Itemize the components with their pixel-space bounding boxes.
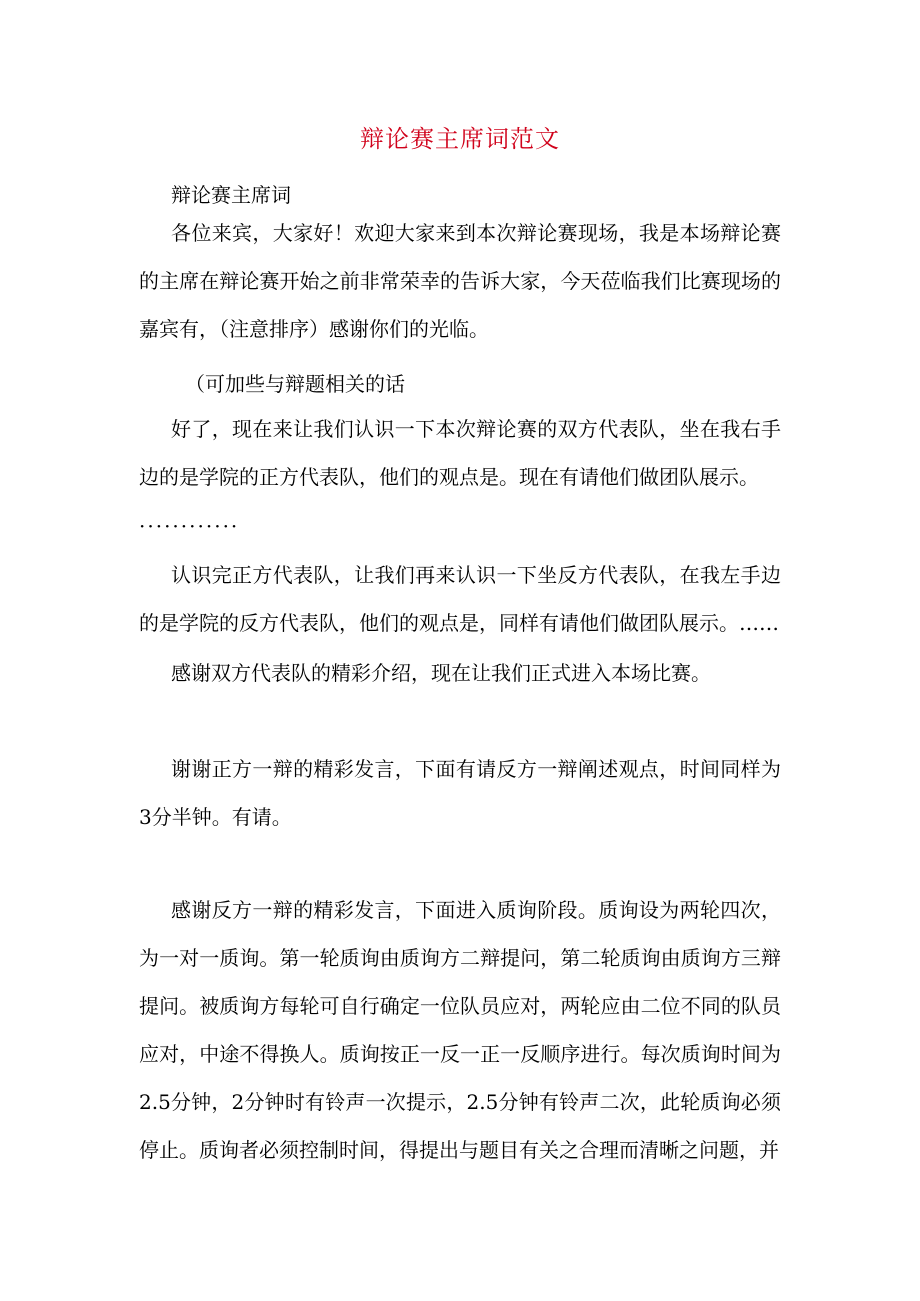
- paragraph-welcome: 各位来宾，大家好！欢迎大家来到本次辩论赛现场，我是本场辩论赛的主席在辩论赛开始之前非常荣幸的告诉大家，今天莅临我们比赛现场的嘉宾有，（注意排序）感谢你们的光临。: [139, 221, 781, 341]
- paragraph-start-match: 感谢双方代表队的精彩介绍，现在让我们正式进入本场比赛。: [171, 661, 711, 685]
- paragraph-note: （可加些与辩题相关的话: [185, 372, 405, 396]
- paragraph-questioning: 感谢反方一辩的精彩发言，下面进入质询阶段。质询设为两轮四次，为一对一质询。第一轮质询由质询方二辩提问，第二轮质询由质询方三辩提问。被质询方每轮可自行确定一位队员应对，两轮应由二位不同的队员应对，中途不得换人。质询按正一反一正一反顺序进行。每次质询时间为2.5分钟，2分钟时有铃声一次提示，2.5分钟有铃声二次，此轮质询必须停止。质询者必须控制时间，得提出与题目有关之合理而清晰之问题，并: [139, 898, 781, 1162]
- paragraph-affirmative-intro: 好了，现在来让我们认识一下本次辩论赛的双方代表队，坐在我右手边的是学院的正方代表队，他们的观点是。现在有请他们做团队展示。: [139, 417, 781, 489]
- paragraph-ellipsis: ············: [139, 514, 240, 538]
- paragraph-negative-intro: 认识完正方代表队，让我们再来认识一下坐反方代表队，在我左手边的是学院的反方代表队，他们的观点是，同样有请他们做团队展示。……: [139, 563, 781, 635]
- paragraph-heading: 辩论赛主席词: [171, 183, 291, 207]
- document-title: 辩论赛主席词范文: [360, 125, 560, 153]
- paragraph-first-negative: 谢谢正方一辩的精彩发言，下面有请反方一辩阐述观点，时间同样为3分半钟。有请。: [139, 757, 781, 829]
